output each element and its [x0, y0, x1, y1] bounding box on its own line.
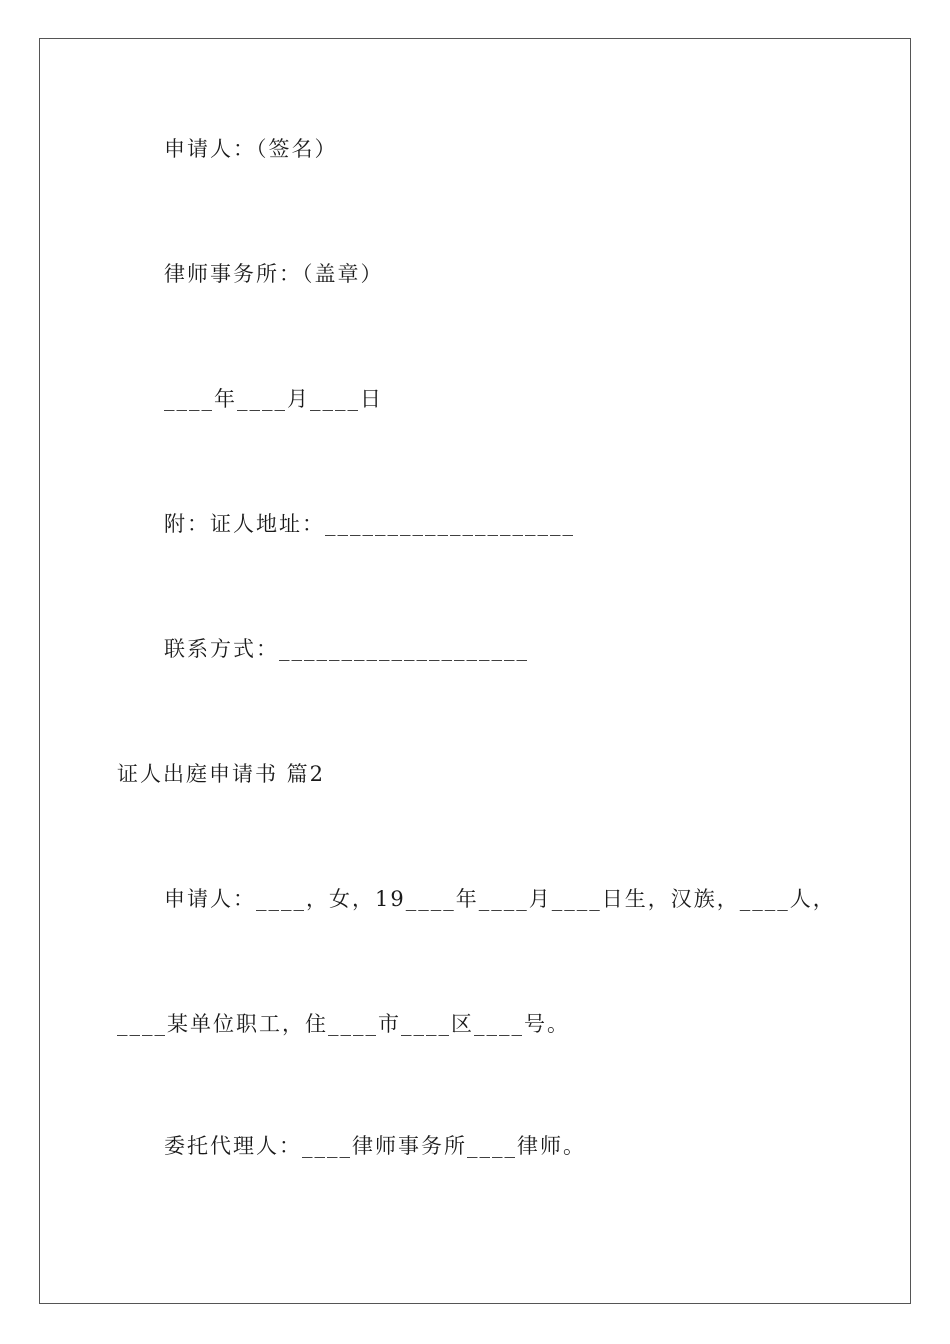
witness-address-line: 附：证人地址：____________________	[164, 512, 575, 536]
page-frame	[39, 38, 911, 1304]
applicant-info-line: 申请人：____，女，19____年____月____日生，汉族，____人，	[164, 887, 836, 911]
law-firm-seal-line: 律师事务所：（盖章）	[164, 262, 384, 286]
agent-line: 委托代理人：____律师事务所____律师。	[164, 1134, 586, 1158]
section-heading: 证人出庭申请书 篇2	[117, 762, 326, 786]
applicant-signature-line: 申请人：（签名）	[164, 137, 338, 161]
applicant-address-line: ____某单位职工，住____市____区____号。	[117, 1012, 570, 1036]
date-line: ____年____月____日	[164, 387, 383, 411]
contact-line: 联系方式：____________________	[164, 637, 529, 661]
